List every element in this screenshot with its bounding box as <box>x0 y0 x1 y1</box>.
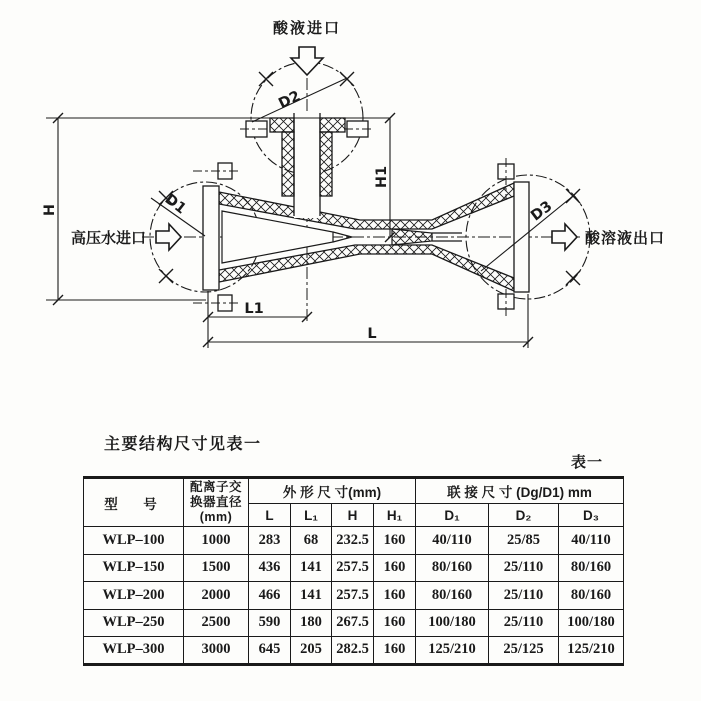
cell-D2: 25/110 <box>489 554 559 582</box>
cell-L: 645 <box>249 637 291 665</box>
cell-H1: 160 <box>374 582 416 610</box>
water-inlet-label: 高压水进口 <box>71 230 147 247</box>
table-row <box>84 582 624 610</box>
cell-D3: 80/160 <box>559 554 624 582</box>
cell-H1: 160 <box>374 527 416 555</box>
cell-diameter: 2000 <box>184 582 249 610</box>
cell-diameter: 2500 <box>184 609 249 637</box>
cell-D1: 125/210 <box>416 637 489 665</box>
acid-outlet-label: 酸溶液出口 <box>585 230 666 247</box>
cell-D2: 25/85 <box>489 527 559 555</box>
cell-H1: 160 <box>374 637 416 665</box>
cell-L1: 205 <box>291 637 332 665</box>
group-header-connection-dims: 联 接 尺 寸 (Dg/D1) mm <box>416 478 624 504</box>
cell-diameter: 1500 <box>184 554 249 582</box>
col-header-model: 型 号 <box>84 478 184 527</box>
cell-D1: 100/180 <box>416 609 489 637</box>
arrow-right-inlet-icon <box>156 224 181 250</box>
cell-H: 282.5 <box>332 637 374 665</box>
exchanger-line1: 配离子交 <box>189 480 242 495</box>
col-header-H1: H₁ <box>374 504 416 527</box>
dim-label-l1: L1 <box>244 301 264 317</box>
cell-D3: 40/110 <box>559 527 624 555</box>
col-header-L: L <box>249 504 291 527</box>
cell-D2: 25/125 <box>489 637 559 665</box>
col-header-H: H <box>332 504 374 527</box>
arrow-right-outlet-icon <box>552 224 577 250</box>
cell-L1: 141 <box>291 582 332 610</box>
table-row <box>84 527 624 555</box>
cell-L1: 141 <box>291 554 332 582</box>
cell-model: WLP–200 <box>84 582 184 610</box>
cell-model: WLP–250 <box>84 609 184 637</box>
col-header-D3: D₃ <box>559 504 624 527</box>
table-row <box>84 554 624 582</box>
cell-D3: 125/210 <box>559 637 624 665</box>
pipe-bore <box>294 113 320 218</box>
cell-H: 257.5 <box>332 554 374 582</box>
dim-label-h1: H1 <box>374 165 390 189</box>
cell-D3: 100/180 <box>559 609 624 637</box>
col-header-L1: L₁ <box>291 504 332 527</box>
cell-D1: 40/110 <box>416 527 489 555</box>
cell-H: 257.5 <box>332 582 374 610</box>
mixing-cone <box>392 229 432 245</box>
cell-D1: 80/160 <box>416 554 489 582</box>
arrow-down-icon <box>291 47 323 75</box>
col-header-D1: D₁ <box>416 504 489 527</box>
cell-model: WLP–300 <box>84 637 184 665</box>
dim-label-d3: D3 <box>528 198 556 225</box>
cell-L: 590 <box>249 609 291 637</box>
caption-main-dimensions: 主要结构尺寸见表一 <box>104 436 262 453</box>
cell-diameter: 3000 <box>184 637 249 665</box>
cell-L1: 68 <box>291 527 332 555</box>
cell-H: 267.5 <box>332 609 374 637</box>
pipe-wall-left <box>282 132 294 196</box>
cell-model: WLP–100 <box>84 527 184 555</box>
cell-D1: 80/160 <box>416 582 489 610</box>
acid-inlet-label: 酸液进口 <box>272 20 342 37</box>
cell-L1: 180 <box>291 609 332 637</box>
dimension-table <box>83 476 624 666</box>
cell-L: 466 <box>249 582 291 610</box>
pipe-flange-left <box>270 118 294 132</box>
cell-L: 283 <box>249 527 291 555</box>
col-header-D2: D₂ <box>489 504 559 527</box>
exchanger-line3: (mm) <box>199 509 233 524</box>
table-row <box>84 609 624 637</box>
dim-label-l: L <box>367 326 377 342</box>
group-header-outline-dims: 外 形 尺 寸(mm) <box>249 478 416 504</box>
table-row <box>84 637 624 665</box>
cell-H1: 160 <box>374 554 416 582</box>
dim-label-h: H <box>42 203 58 217</box>
dim-label-d1: D1 <box>161 191 189 218</box>
cell-diameter: 1000 <box>184 527 249 555</box>
pipe-wall-right <box>320 132 332 196</box>
cell-D3: 80/160 <box>559 582 624 610</box>
cell-L: 436 <box>249 554 291 582</box>
cell-model: WLP–150 <box>84 554 184 582</box>
cell-D2: 25/110 <box>489 582 559 610</box>
pipe-flange-right <box>320 118 345 132</box>
exchanger-line2: 换器直径 <box>189 495 242 510</box>
dim-label-d2: D2 <box>276 88 304 113</box>
cell-D2: 25/110 <box>489 609 559 637</box>
col-header-exchanger-diameter <box>184 478 249 527</box>
cell-H: 232.5 <box>332 527 374 555</box>
table-number-label: 表一 <box>571 454 604 471</box>
cell-H1: 160 <box>374 609 416 637</box>
